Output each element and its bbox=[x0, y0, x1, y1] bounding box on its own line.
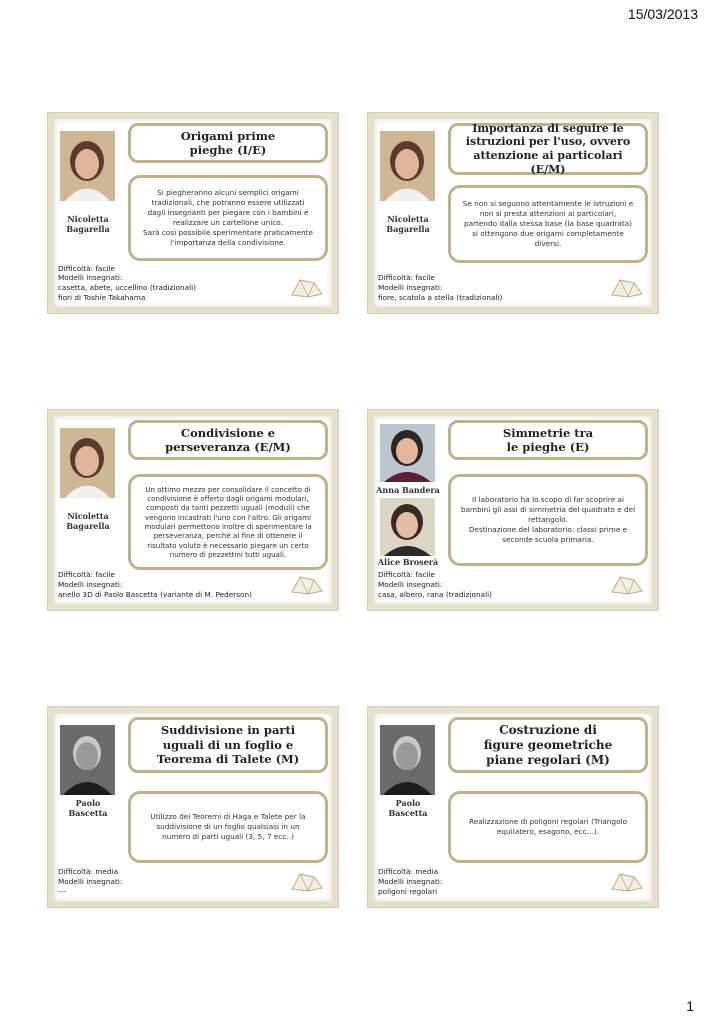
models-line: casa, albero, rana (tradizionali) bbox=[378, 590, 493, 600]
origami-fold-icon bbox=[290, 277, 324, 299]
slide-title: Costruzione di figure geometriche piane regolari (M) bbox=[448, 717, 648, 773]
slide-6 bbox=[368, 707, 658, 907]
slide-description: Un ottimo mezzo per consolidare il concetto di condivisione è offerto dagli origami modulari, composti da tanti pezzetti uguali (moduli) che vengono incastrati l'uno con l'altro. Gli origami modulari permettono inoltre di sperimentare la perseveranza, perché al fine di ottenere il risultato voluto è necessario piegare un certo numero di pezzettini tutti uguali. bbox=[128, 474, 328, 570]
slide-description: Realizzazione di poligoni regolari (Triangolo equilatero, esagono, ecc…). bbox=[448, 791, 648, 863]
portrait-photo bbox=[60, 725, 115, 795]
models-line: fiore, scatola a stella (tradizionali) bbox=[378, 293, 503, 303]
models-label: Modelli insegnati: bbox=[58, 273, 123, 283]
slide-footer bbox=[58, 867, 278, 897]
slide-title: Origami prime pieghe (I/E) bbox=[128, 123, 328, 163]
slide-footer bbox=[58, 570, 298, 600]
slide-description: Si piegheranno alcuni semplici origami tradizionali, che potranno essere utilizzati dagli insegnanti per piegare con i bambini e realizzare un cartellone unico. Sarà così possibile sperimentare praticamente l'importanza della condivisione. bbox=[128, 175, 328, 261]
portrait-photo bbox=[60, 428, 115, 498]
difficulty: Difficoltà: media bbox=[58, 867, 119, 877]
models-line: fiori di Toshie Takahama bbox=[58, 293, 146, 303]
origami-fold-icon bbox=[290, 871, 324, 893]
presenter-name: Alice Broserà bbox=[377, 557, 439, 567]
origami-fold-icon bbox=[610, 871, 644, 893]
portrait-photo bbox=[60, 131, 115, 201]
models-label: Modelli insegnati: bbox=[378, 580, 443, 590]
difficulty: Difficoltà: facile bbox=[58, 570, 115, 580]
print-date: 15/03/2013 bbox=[627, 6, 698, 22]
slide-footer bbox=[378, 867, 598, 897]
slide-description: Se non si seguono attentamente le istruzioni e non si presta attenzioni ai particolari, partendo dalla stessa base (la base quadrata) si ottengono due origami completamente diversi. bbox=[448, 185, 648, 263]
origami-fold-icon bbox=[290, 574, 324, 596]
presenter-name: Paolo Bascetta bbox=[68, 798, 108, 818]
slide-title: Importanza di seguire le istruzioni per l'uso, ovvero attenzione ai particolari (E/M) bbox=[448, 123, 648, 175]
difficulty: Difficoltà: facile bbox=[378, 273, 435, 283]
models-label: Modelli insegnati: bbox=[378, 283, 443, 293]
models-line: --- bbox=[58, 887, 66, 897]
models-line: anello 3D di Paolo Bascetta (variante di M. Pederson) bbox=[58, 590, 252, 600]
presenter-name: Nicoletta Bagarella bbox=[66, 214, 110, 234]
origami-fold-icon bbox=[610, 574, 644, 596]
presenter-name: Anna Bandera bbox=[376, 485, 440, 495]
presenter-name: Paolo Bascetta bbox=[388, 798, 428, 818]
slide-footer bbox=[58, 264, 278, 303]
slide-title: Suddivisione in parti uguali di un foglio e Teorema di Talete (M) bbox=[128, 717, 328, 773]
page-number: 1 bbox=[686, 998, 694, 1014]
presenter-name: Nicoletta Bagarella bbox=[386, 214, 430, 234]
slide-1 bbox=[48, 113, 338, 313]
slide-4 bbox=[368, 410, 658, 610]
origami-fold-icon bbox=[610, 277, 644, 299]
models-line: poligoni regolari bbox=[378, 887, 438, 897]
portrait-photo bbox=[380, 725, 435, 795]
slide-title: Simmetrie tra le pieghe (E) bbox=[448, 420, 648, 460]
presenter-name: Nicoletta Bagarella bbox=[66, 511, 110, 531]
difficulty: Difficoltà: facile bbox=[378, 570, 435, 580]
slide-description: Il laboratorio ha lo scopo di far scoprire ai bambini gli assi di simmetria del quadrato e del rettangolo. Destinazione del laboratorio: classi prime e seconde scuola primaria. bbox=[448, 474, 648, 566]
difficulty: Difficoltà: media bbox=[378, 867, 439, 877]
slide-3 bbox=[48, 410, 338, 610]
portrait-photo bbox=[380, 498, 435, 556]
portrait-photo bbox=[380, 131, 435, 201]
slide-footer bbox=[378, 570, 598, 600]
slide-footer bbox=[378, 273, 598, 303]
portrait-photo bbox=[380, 424, 435, 482]
slide-5 bbox=[48, 707, 338, 907]
models-label: Modelli insegnati: bbox=[58, 877, 123, 887]
slide-description: Utilizzo dei Teoremi di Haga e Talete per la suddivisione di un foglio qualsiasi in un numero di parti uguali (3, 5, 7 ecc..) bbox=[128, 791, 328, 863]
models-label: Modelli insegnati: bbox=[58, 580, 123, 590]
difficulty: Difficoltà: facile bbox=[58, 263, 115, 273]
slide-title: Condivisione e perseveranza (E/M) bbox=[128, 420, 328, 460]
models-line: casetta, abete, uccellino (tradizionali) bbox=[58, 283, 196, 293]
models-label: Modelli insegnati: bbox=[378, 877, 443, 887]
slide-2 bbox=[368, 113, 658, 313]
